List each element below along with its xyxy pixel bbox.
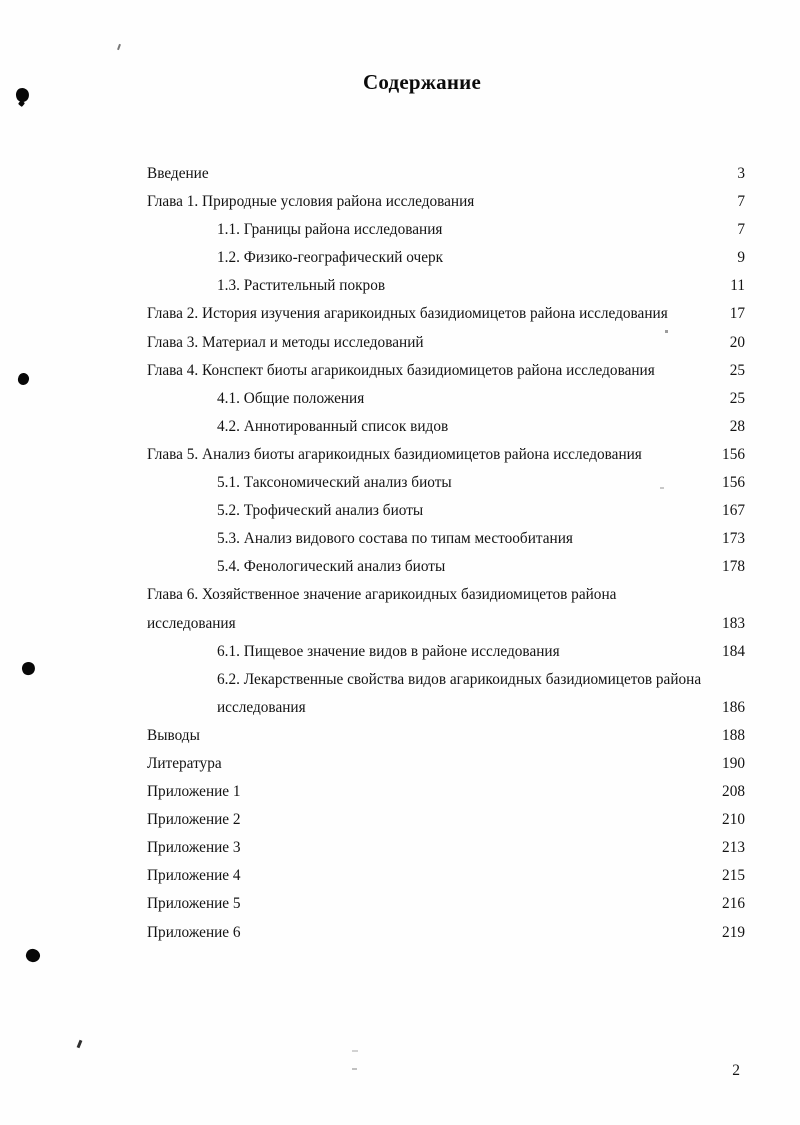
toc-entry-page-number: 25	[729, 361, 745, 379]
toc-entry[interactable]	[147, 778, 745, 806]
toc-entry-page-number: 20	[729, 333, 745, 351]
toc-entry-page-number: 173	[722, 530, 745, 548]
toc-entry[interactable]	[147, 441, 745, 469]
toc-entry[interactable]	[147, 581, 745, 609]
toc-entry-label: Приложение 4	[147, 867, 241, 885]
toc-entry-label: Выводы	[147, 726, 200, 744]
toc-entry-page-number: 167	[722, 502, 745, 520]
toc-entry-page-number: 213	[722, 839, 745, 857]
toc-entry[interactable]	[147, 750, 745, 778]
toc-entry-label: Приложение 2	[147, 811, 241, 829]
toc-entry-label: Литература	[147, 754, 222, 772]
toc-entry-page-number: 186	[722, 698, 745, 716]
toc-entry-page-number: 7	[737, 193, 745, 211]
toc-entry-label: 1.2. Физико-географический очерк	[217, 249, 444, 267]
toc-entry-label: 4.1. Общие положения	[217, 389, 365, 407]
toc-entry-label: Приложение 5	[147, 895, 241, 913]
toc-entry[interactable]	[147, 694, 745, 722]
toc-entry[interactable]	[147, 300, 745, 328]
toc-entry-page-number: 208	[722, 783, 745, 801]
toc-entry-label: 5.4. Фенологический анализ биоты	[217, 558, 446, 576]
scan-artifact-speck	[352, 1050, 358, 1052]
scan-artifact-blob	[25, 947, 42, 963]
toc-entry-label: Глава 5. Анализ биоты агарикоидных базидиомицетов района исследования	[147, 445, 642, 463]
toc-entry[interactable]	[147, 216, 745, 244]
toc-entry-label: 6.2. Лекарственные свойства видов агарикоидных базидиомицетов района	[217, 670, 702, 688]
toc-entry[interactable]	[147, 188, 745, 216]
toc-entry-page-number: 215	[722, 867, 745, 885]
scan-artifact-blob	[17, 372, 30, 385]
toc-entry-page-number: 190	[722, 754, 745, 772]
toc-entry-label: 6.1. Пищевое значение видов в районе исследования	[217, 642, 560, 660]
toc-entry-label: 1.3. Растительный покров	[217, 277, 386, 295]
toc-entry-label: 5.2. Трофический анализ биоты	[217, 502, 424, 520]
toc-entry-page-number: 17	[729, 305, 745, 323]
toc-entry-label: Приложение 1	[147, 783, 241, 801]
toc-entry-page-number: 188	[722, 726, 745, 744]
toc-entry-page-number: 156	[722, 445, 745, 463]
scan-artifact-speck	[352, 1068, 357, 1070]
toc-entry-page-number: 11	[730, 277, 745, 295]
toc-entry-page-number: 183	[722, 614, 745, 632]
toc-entry-page-number: 156	[722, 474, 745, 492]
toc-entry-label: Введение	[147, 165, 209, 182]
table-of-contents	[147, 160, 745, 947]
toc-entry[interactable]	[147, 469, 745, 497]
scan-artifact-blob	[18, 100, 25, 107]
toc-entry[interactable]	[147, 834, 745, 862]
toc-entry-page-number: 184	[722, 642, 745, 660]
page-title-text: Содержание	[363, 70, 481, 94]
toc-entry[interactable]	[147, 385, 745, 413]
toc-entry-page-number: 28	[729, 417, 745, 435]
toc-entry-page-number: 9	[737, 249, 745, 267]
toc-entry-label: 5.1. Таксономический анализ биоты	[217, 474, 452, 492]
toc-entry-page-number: 25	[729, 389, 745, 407]
toc-entry[interactable]	[147, 666, 745, 694]
toc-entry[interactable]	[147, 160, 745, 188]
scan-artifact-speck	[77, 1040, 83, 1049]
toc-entry-label: Глава 3. Материал и методы исследований	[147, 333, 424, 351]
toc-entry-label: Глава 4. Конспект биоты агарикоидных базидиомицетов района исследования	[147, 361, 655, 379]
toc-entry-page-number: 219	[722, 923, 745, 941]
toc-entry-label: Приложение 3	[147, 839, 241, 857]
toc-entry[interactable]	[147, 497, 745, 525]
toc-entry-page-number: 3	[737, 165, 745, 182]
toc-entry[interactable]	[147, 862, 745, 890]
toc-entry-label: Глава 1. Природные условия района исследования	[147, 193, 475, 211]
toc-entry[interactable]	[147, 272, 745, 300]
toc-entry[interactable]	[147, 357, 745, 385]
toc-entry-label: Приложение 6	[147, 923, 241, 941]
toc-entry-label: 4.2. Аннотированный список видов	[217, 417, 449, 435]
toc-entry-label: 1.1. Границы района исследования	[217, 221, 443, 239]
toc-entry[interactable]	[147, 525, 745, 553]
scan-artifact-speck	[117, 44, 121, 50]
toc-entry-page-number: 178	[722, 558, 745, 576]
toc-entry[interactable]	[147, 553, 745, 581]
toc-entry[interactable]	[147, 244, 745, 272]
page-title	[0, 70, 800, 95]
toc-entry[interactable]	[147, 919, 745, 947]
toc-entry-label: исследования	[217, 698, 306, 716]
scan-artifact-blob	[20, 660, 37, 677]
toc-entry-label: Глава 6. Хозяйственное значение агарикоидных базидиомицетов района	[147, 586, 617, 604]
toc-entry-label: 5.3. Анализ видового состава по типам местообитания	[217, 530, 573, 548]
toc-entry[interactable]	[147, 610, 745, 638]
toc-entry[interactable]	[147, 329, 745, 357]
toc-entry[interactable]	[147, 413, 745, 441]
page-number-folio: 2	[732, 1062, 740, 1079]
toc-entry-label: Глава 2. История изучения агарикоидных базидиомицетов района исследования	[147, 305, 668, 323]
toc-entry-page-number: 210	[722, 811, 745, 829]
toc-entry-page-number: 216	[722, 895, 745, 913]
toc-entry[interactable]	[147, 806, 745, 834]
toc-entry-label: исследования	[147, 614, 236, 632]
toc-entry[interactable]	[147, 638, 745, 666]
toc-entry[interactable]	[147, 722, 745, 750]
toc-entry-page-number: 7	[737, 221, 745, 239]
toc-entry[interactable]	[147, 890, 745, 918]
